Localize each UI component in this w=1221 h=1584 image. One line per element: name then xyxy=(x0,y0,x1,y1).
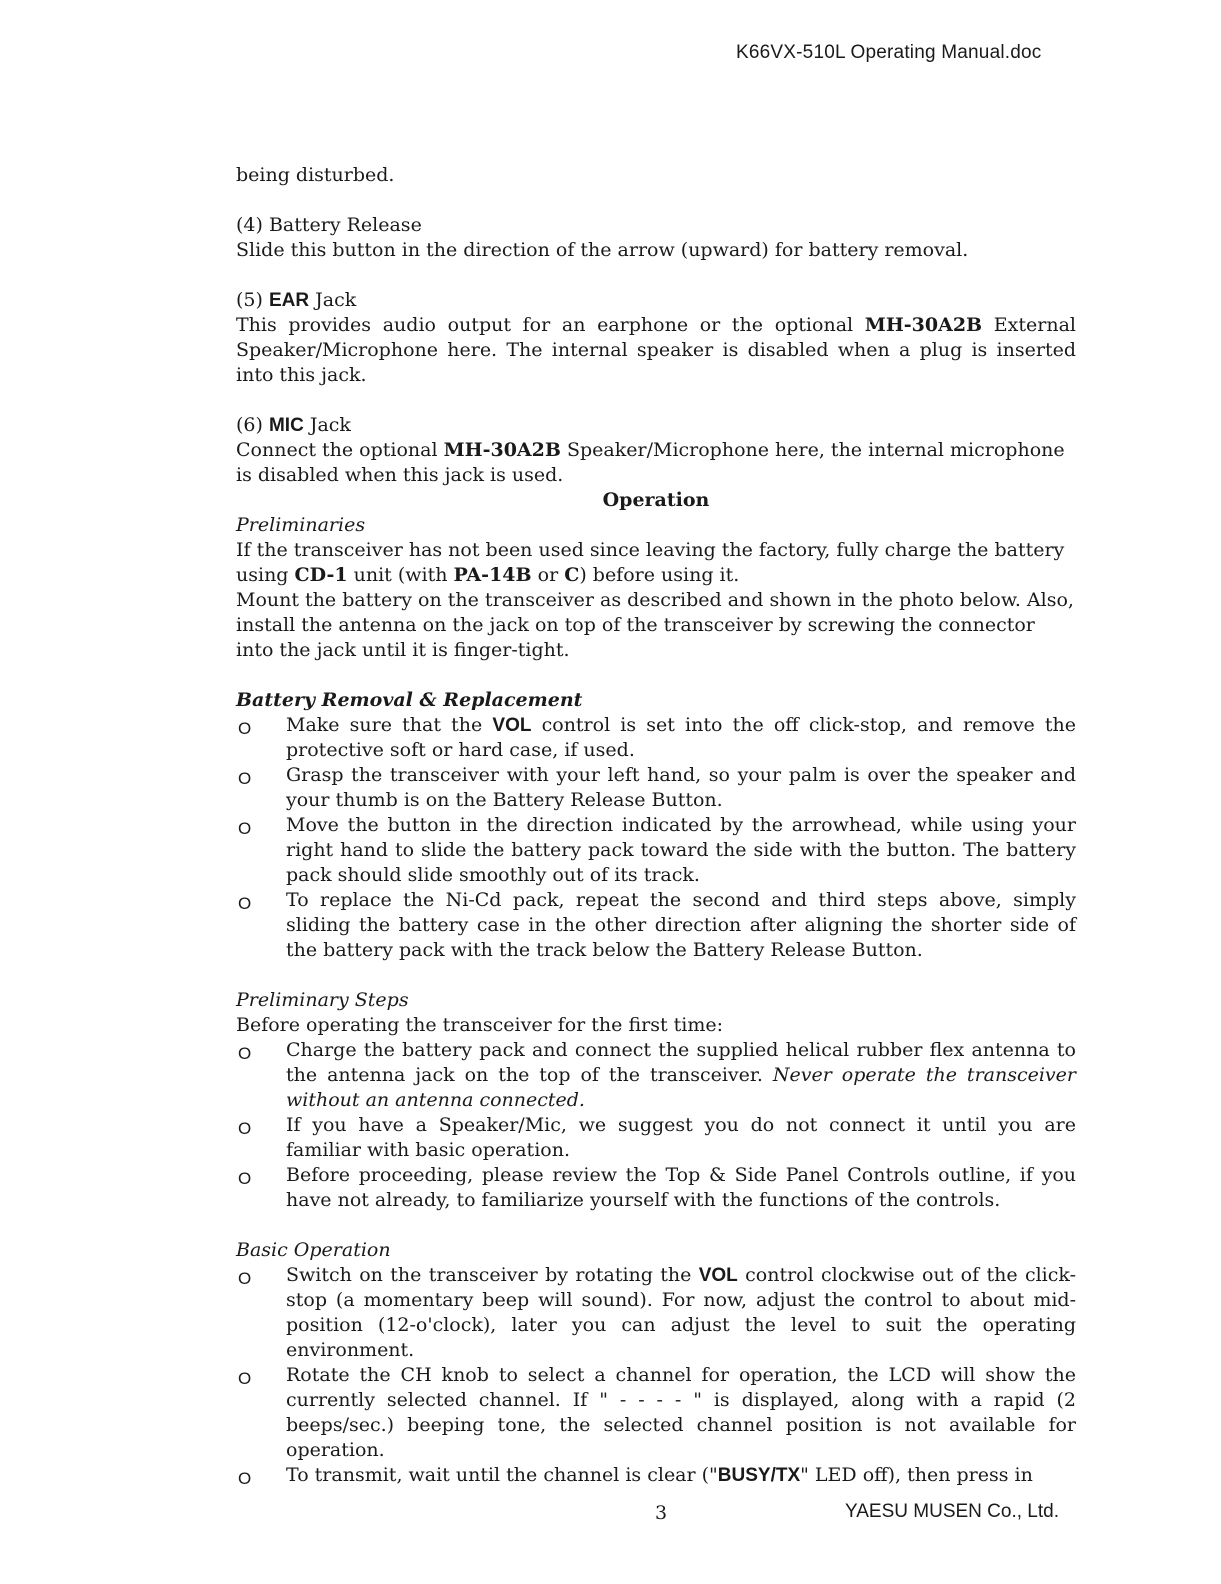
preliminary-steps-intro: Before operating the transceiver for the first time: xyxy=(236,1014,724,1036)
battery-release-text: Slide this button in the direction of the arrow (upward) for battery removal. xyxy=(236,239,969,261)
list-item: O If you have a Speaker/Mic, we suggest you do not connect it until you are familiar with basic operation. xyxy=(238,1114,1076,1161)
preliminaries-title: Preliminaries xyxy=(236,514,366,536)
bullet-icon: O xyxy=(238,1169,252,1188)
bullet-icon: O xyxy=(238,1044,252,1063)
bullet-icon: O xyxy=(238,719,252,738)
mic-jack-title: (6) MIC Jack xyxy=(236,414,351,436)
operation-heading: Operation xyxy=(602,489,710,511)
page-number: 3 xyxy=(655,1502,668,1524)
ear-jack-title: (5) EAR Jack xyxy=(236,289,357,311)
preliminary-steps-list xyxy=(236,1038,1076,1213)
list-item: O Rotate the CH knob to select a channel for operation, the LCD will show the currently selected channel. If " - - - - " is displayed, along with a rapid (2 beeps/sec.) beeping tone, the selected channel position is not available for operation. xyxy=(238,1364,1076,1461)
battery-removal-list xyxy=(236,713,1076,963)
bullet-icon: O xyxy=(238,1469,252,1488)
battery-removal-title: Battery Removal & Replacement xyxy=(236,689,583,711)
list-item: O Move the button in the direction indicated by the arrowhead, while using your right hand to slide the battery pack toward the side with the button. The battery pack should slide smoothly out of its track. xyxy=(238,814,1076,886)
bullet-icon: O xyxy=(238,1119,252,1138)
list-item: O To transmit, wait until the channel is clear ("BUSY/TX" LED off), then press in xyxy=(236,1463,1076,1488)
preliminary-steps-title: Preliminary Steps xyxy=(236,989,409,1011)
basic-operation-title: Basic Operation xyxy=(236,1239,391,1261)
company-name: YAESU MUSEN Co., Ltd. xyxy=(845,1501,1059,1522)
list-item: O Switch on the transceiver by rotating the VOL control clockwise out of the click-stop (a momentary beep will sound). For now, adjust the control to about mid-position (12-o'clock), later you can adjust the level to suit the operating environment. xyxy=(238,1264,1076,1361)
preliminaries-para-1: If the transceiver has not been used since leaving the factory, fully charge the battery using CD-1 unit (with PA-14B or C) before using it. xyxy=(236,539,1065,586)
bullet-icon: O xyxy=(238,769,252,788)
mic-label: MIC xyxy=(268,415,304,436)
list-item: O Make sure that the VOL control is set into the off click-stop, and remove the protective soft or hard case, if used. xyxy=(238,714,1076,761)
ear-label: EAR xyxy=(268,290,310,311)
list-item: O Before proceeding, please review the Top & Side Panel Controls outline, if you have not already, to familiarize yourself with the functions of the controls. xyxy=(238,1164,1076,1211)
preliminaries-para-2: Mount the battery on the transceiver as described and shown in the photo below. Also, install the antenna on the jack on top of the transceiver by screwing the connector into the jack until it is finger-tight. xyxy=(236,589,1074,661)
bullet-icon: O xyxy=(238,819,252,838)
basic-operation-list xyxy=(236,1263,1076,1488)
list-item: O Grasp the transceiver with your left hand, so your palm is over the speaker and your thumb is on the Battery Release Button. xyxy=(238,764,1076,811)
battery-release-title: (4) Battery Release xyxy=(236,214,422,236)
bullet-icon: O xyxy=(238,1269,252,1288)
bullet-icon: O xyxy=(238,1369,252,1388)
list-item: O Charge the battery pack and connect the supplied helical rubber flex antenna to the antenna jack on the top of the transceiver. Never operate the transceiver without an antenna connected. xyxy=(238,1039,1076,1111)
bullet-icon: O xyxy=(238,894,252,913)
list-item: O To replace the Ni-Cd pack, repeat the second and third steps above, simply sliding the battery case in the other direction after aligning the shorter side of the battery pack with the track below the Battery Release Button. xyxy=(238,889,1076,961)
document-header: K66VX-510L Operating Manual.doc xyxy=(736,42,1042,63)
ear-jack-text: This provides audio output for an earphone or the optional MH-30A2B External Speaker/Microphone here. The internal speaker is disabled when a plug is inserted into this jack. xyxy=(236,314,1076,386)
intro-tail: being disturbed. xyxy=(236,164,395,186)
page-body xyxy=(236,163,1076,1488)
mic-jack-text: Connect the optional MH-30A2B Speaker/Microphone here, the internal microphone is disabled when this jack is used. xyxy=(236,439,1065,486)
